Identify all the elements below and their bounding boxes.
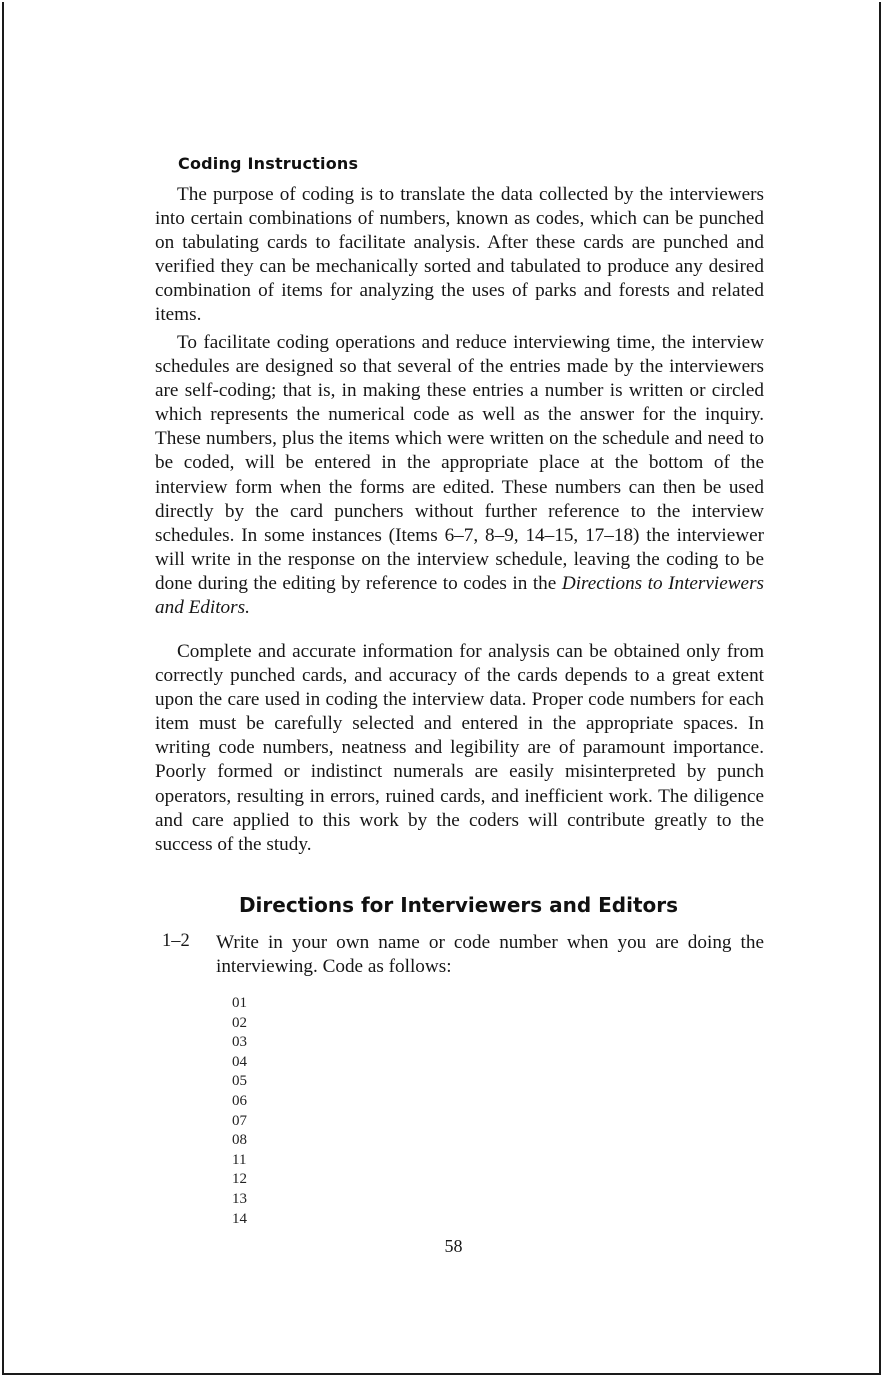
code-item: 11 <box>232 1151 247 1168</box>
page-number: 58 <box>444 1236 463 1256</box>
code-item: 02 <box>232 1014 247 1031</box>
code-item: 14 <box>232 1210 247 1227</box>
code-item: 12 <box>232 1171 247 1188</box>
code-item: 13 <box>232 1190 247 1207</box>
item-number: 1–2 <box>162 931 190 951</box>
code-item: 08 <box>232 1132 247 1149</box>
code-item: 06 <box>232 1092 247 1109</box>
coding-paragraph-2 <box>155 331 764 620</box>
code-list <box>232 994 247 1229</box>
code-item: 01 <box>232 995 247 1011</box>
item-text: Write in your own name or code number when you are doing the interviewing. Code as follows: <box>216 932 764 977</box>
code-item: 03 <box>232 1034 247 1051</box>
directions-reference: Directions to Interviewers and Editors. <box>155 572 765 619</box>
coding-paragraph-3: Complete and accurate information for analysis can be obtained only from correctly punched cards, and accuracy of the cards depends to a great extent upon the care used in coding the interview data. Proper code numbers for each item must be carefully selected and entered in the appropriate spaces. In writing code numbers, neatness and legibility are of paramount importance. Poorly formed or indistinct numerals are easily misinterpreted by punch operators, resulting in errors, ruined cards, and inefficient work. The diligence and care applied to this work by the coders will contribute greatly to the success of the study. <box>155 641 764 855</box>
code-item: 04 <box>232 1053 247 1070</box>
code-item: 07 <box>232 1112 247 1129</box>
coding-instructions-heading: Coding Instructions <box>178 154 359 173</box>
code-item: 05 <box>232 1073 247 1090</box>
coding-paragraph-1: The purpose of coding is to translate the data collected by the interviewers into certain combinations of numbers, known as codes, which can be punched on tabulating cards to facilitate analysis. After these cards are punched and verified they can be mechanically sorted and tabulated to produce any desired combination of items for analyzing the uses of parks and forests and related items. <box>155 184 764 326</box>
directions-heading: Directions for Interviewers and Editors <box>238 893 679 917</box>
coding-paragraph-2-text: To facilitate coding operations and reduce interviewing time, the interview schedules are designed so that several of the entries made by the interviewers are self-coding; that is, in making these entries a number is written or circled which represents the numerical code as well as the answer for the inquiry. These numbers, plus the items which were written on the schedule and need to be coded, will be entered in the appropriate place at the bottom of the interview form when the forms are edited. These numbers can then be used directly by the card punchers without further reference to the interview schedules. In some instances (Items 6–7, 8–9, 14–15, 17–18) the interviewer will write in the response on the interview schedule, leaving the coding to be done during the editing by reference to codes in the <box>155 332 764 594</box>
